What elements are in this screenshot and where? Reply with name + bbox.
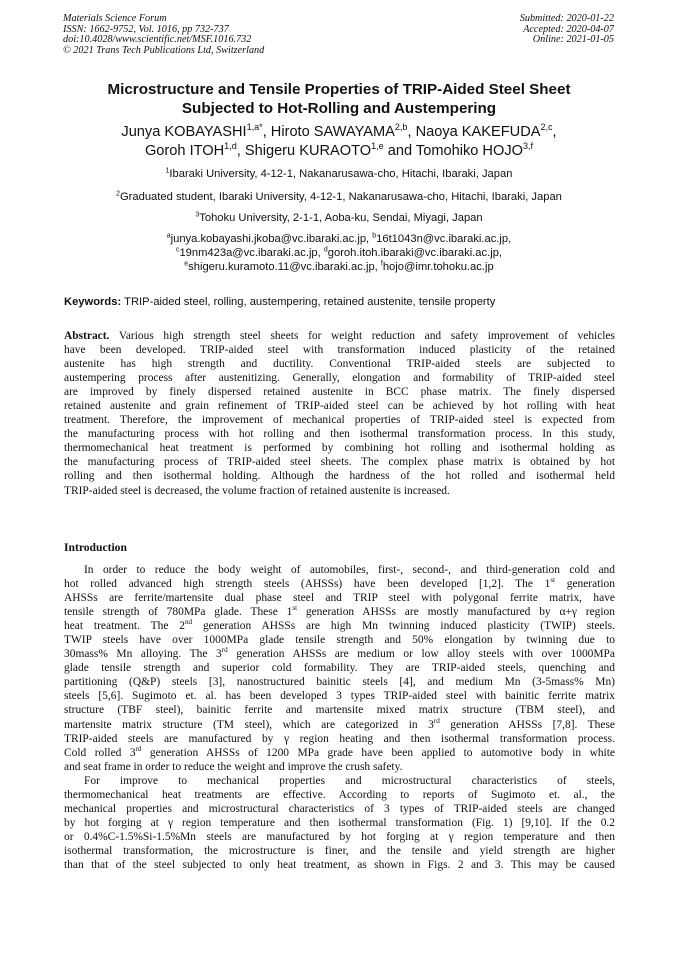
ordinal-suffix: rd [135,745,142,753]
title-line-2: Subjected to Hot-Rolling and Austempering [181,100,497,117]
body-line: by hot forging at γ region temperature and then isothermal transformation (Fig. 1) [9,10]. If the 0.2 [64,817,615,830]
abstract-line: retained austenite and grain refinement of TRIP-aided steel can be achieved by hot rolling with heat [64,400,615,413]
body-line: In order to reduce the body weight of automobiles, first-, second-, and third-generation cold and [84,564,615,576]
affiliation [40,167,638,181]
author-affil-mark: 1,e [371,141,384,152]
body-line [64,718,615,732]
ordinal-suffix: rd [433,717,440,725]
body-line: or 0.4%C-1.5%Si-1.5%Mn steels are manufactured by hot forging at γ region temperature and then [64,831,615,844]
doi: doi:10.4028/www.scientific.net/MSF.1016.732 [63,34,252,46]
abstract-line: treatment. Therefore, the improvement of mechanical properties of TRIP-aided steel is expected from [64,414,615,427]
author-affil-mark: 1,a* [246,122,263,133]
body-text: heat treatment. The 2 [64,620,186,633]
body-line [64,647,615,661]
author-conjunction: and [387,143,413,159]
body-line: steels [5,6]. Sugimoto et. al. has been developed 3 types TRIP-aided steel with bainitic ferrite matrix [64,690,615,703]
affiliation-text: Tohoku University, 2-1-1, Aoba-ku, Sendai, Miyagi, Japan [199,212,483,224]
abstract-text: Various high strength steel sheets for weight reduction and safety improvement of vehicles [109,330,615,342]
body-line: glade tensile strength and superior cold formability. They are TRIP-aided steels, quenching and [64,662,615,675]
body-line: mechanical properties and microstructural characteristics of 3 types of TRIP-aided steels are changed [64,803,615,816]
abstract-line: the manufacturing process with hot rolling and then isothermal transformation process. In this study, [64,428,615,441]
affiliation-text: Ibaraki University, 4-12-1, Nakanarusawa-cho, Hitachi, Ibaraki, Japan [169,168,513,180]
body-line: For improve to mechanical properties and microstructural characteristics of steels, [84,775,615,787]
email-address: shigeru.kuramoto.11@vc.ibaraki.ac.jp, [188,260,378,273]
ordinal-suffix: rd [221,647,228,655]
email-mark: b [372,232,377,240]
body-text: generation AHSSs [7,8]. These [439,718,615,731]
body-text: Cold rolled 3 [64,746,136,759]
ordinal-suffix: st [292,605,298,613]
email-address: junya.kobayashi.jkoba@vc.ibaraki.ac.jp, [170,233,370,245]
abstract [64,329,615,498]
copyright: © 2021 Trans Tech Publications Ltd, Switzerland [63,44,265,56]
body-text: hot rolled advanced high strength steels (AHSSs) have been developed [1,2]. The 1 [64,578,551,591]
affiliation-mark: 3 [195,211,200,219]
author-affil-mark: 2,b [394,122,408,133]
accepted-date: Accepted: 2020-04-07 [523,23,614,35]
email-mark: e [184,259,189,267]
issn: ISSN: 1662-9752, Vol. 1016, pp 732-737 [63,23,229,35]
body-text: generation [555,578,615,591]
body-text: generation AHSSs of 1200 MPa grade have been applied to automotive body in white [141,746,615,759]
body-line: TWIP steels have over 1000MPa glade tensile strength and 50% elongation by twinning due to [64,634,615,647]
author-name: Hiroto SAWAYAMA [270,124,395,140]
body-text: generation AHSSs are medium or low alloy steels with over 1000MPa [227,648,615,661]
body-line: structure (TBF steel), bainitic ferrite and martensite mixed matrix structure (TBM steel), and [64,704,615,717]
author-affil-mark: 2,c [540,122,553,133]
abstract-line: austenite has high strength and ductility. Conventional TRIP-aided steels are subjected to [64,358,615,371]
body-text: generation AHSSs are mostly manufactured by α+γ region [297,606,615,619]
abstract-line: are improved by finely dispersed retained austenite in BCC phase matrix. The finely dispersed [64,386,615,399]
journal-name: Materials Science Forum [63,13,167,24]
title-line-1: Microstructure and Tensile Properties of TRIP-Aided Steel Sheet [107,81,571,98]
body-line [64,577,615,591]
abstract-line: have been developed. TRIP-aided steel with transformation induced plasticity of the retained [64,344,615,357]
body-line: partitioning (Q&P) steels [3], nanostructured bainitic steels [4], and medium Mn (3-5mass% Mn) [64,676,615,689]
body-line [64,605,615,619]
introduction-paragraph-1 [64,563,615,774]
body-line: isothermal transformation, the microstructure is finer, and the tensile and yield strength are higher [64,845,615,858]
email-mark: f [380,259,383,267]
author-name: Naoya KAKEFUDA [415,124,541,140]
body-line: than that of the steel subjected to only heat treatment, as shown in Figs. 2 and 3. This may be caused [64,859,615,872]
email-address: 19nm423a@vc.ibaraki.ac.jp, [179,246,321,259]
abstract-label: Abstract. [64,330,110,342]
keywords [64,295,624,309]
abstract-line: TRIP-aided steel is decreased, the volume fraction of retained austenite is increased. [64,484,450,497]
abstract-line: thermomechanical heat treatment is performed by combining hot rolling and isothermal holding as [64,442,615,455]
body-line: TRIP-aided steels are manufactured by γ region heating and then isothermal transformation process. [64,732,615,745]
ordinal-suffix: nd [185,619,193,627]
author-name: Goroh ITOH [144,143,225,159]
body-text: martensite matrix structure (TM steel), which are categorized in 3 [64,718,434,731]
abstract-line: the manufacturing process of TRIP-aided steel sheets. The complex phase matrix is obtained by hot [64,456,615,469]
email-mark: c [175,246,180,254]
keywords-label: Keywords: [64,296,122,308]
email-mark: a [166,232,171,240]
body-text: tensile strength of 780MPa glade. These 1 [64,606,293,619]
email-address: hojo@imr.tohoku.ac.jp [382,260,494,273]
email-address: goroh.itoh.ibaraki@vc.ibaraki.ac.jp, [327,246,503,259]
keywords-text: TRIP-aided steel, rolling, austempering, retained austenite, tensile property [124,296,496,308]
author-name: Tomohiko HOJO [415,143,523,159]
body-line: and seat frame in order to reduce the weight and improve the crush safety. [64,760,403,773]
author-name: Junya KOBAYASHI [121,124,247,140]
body-line [64,746,615,760]
author-affil-mark: 3,f [522,141,534,152]
introduction-paragraph-2 [64,774,615,872]
online-date: Online: 2021-01-05 [532,34,614,46]
affiliation-text: Graduated student, Ibaraki University, 4-12-1, Nakanarusawa-cho, Hitachi, Ibaraki, Japan [119,191,562,203]
abstract-line: rolling and then isothermal holding. Although the hardness of the hot rolled and isothermal held [64,470,615,483]
abstract-line [64,329,615,343]
submitted-date: Submitted: 2020-01-22 [519,13,614,24]
affiliation [40,211,638,225]
abstract-line: austempering process after austenitizing. Generally, elongation and formability of TRIP-aided steel [64,372,615,385]
email-address: 16t1043n@vc.ibaraki.ac.jp, [376,233,512,245]
body-line: AHSSs are ferrite/martensite dual phase steel and TRIP steel with polygonal ferrite matrix, have [64,592,615,605]
email-list [40,233,638,274]
body-text: 30mass% Mn alloying. The 3 [64,648,222,661]
affiliation-mark: 2 [116,190,120,198]
section-heading-introduction: Introduction [64,541,127,554]
author-affil-mark: 1,d [224,141,237,152]
body-text: generation AHSSs are high Mn twinning induced plasticity (TWIP) steels. [192,620,615,633]
author-list: Junya $KOBAYASHI^{1,a*}$, Hiroto SAWAYAMA$^{2,b}$, Naoya KAKEFUDA$^{2,c}$, Goroh ITOH$^{1,d}$, Shigeru KURAOTO$^{1,e}$ and Tomohiko HOJO$^{3,f}$ [121,122,557,159]
affiliation-mark: 1 [165,167,170,175]
ordinal-suffix: st [550,577,556,585]
journal-header-right [520,14,614,46]
paper-title [40,80,638,118]
affiliation [40,190,638,204]
body-line: thermomechanical heat treatments are effective. According to reports of Sugimoto et. al., the [64,789,615,802]
body-line [64,619,615,633]
author-name: Shigeru KURAOTO [244,143,372,159]
email-mark: d [323,246,328,254]
journal-header-left [63,14,264,56]
